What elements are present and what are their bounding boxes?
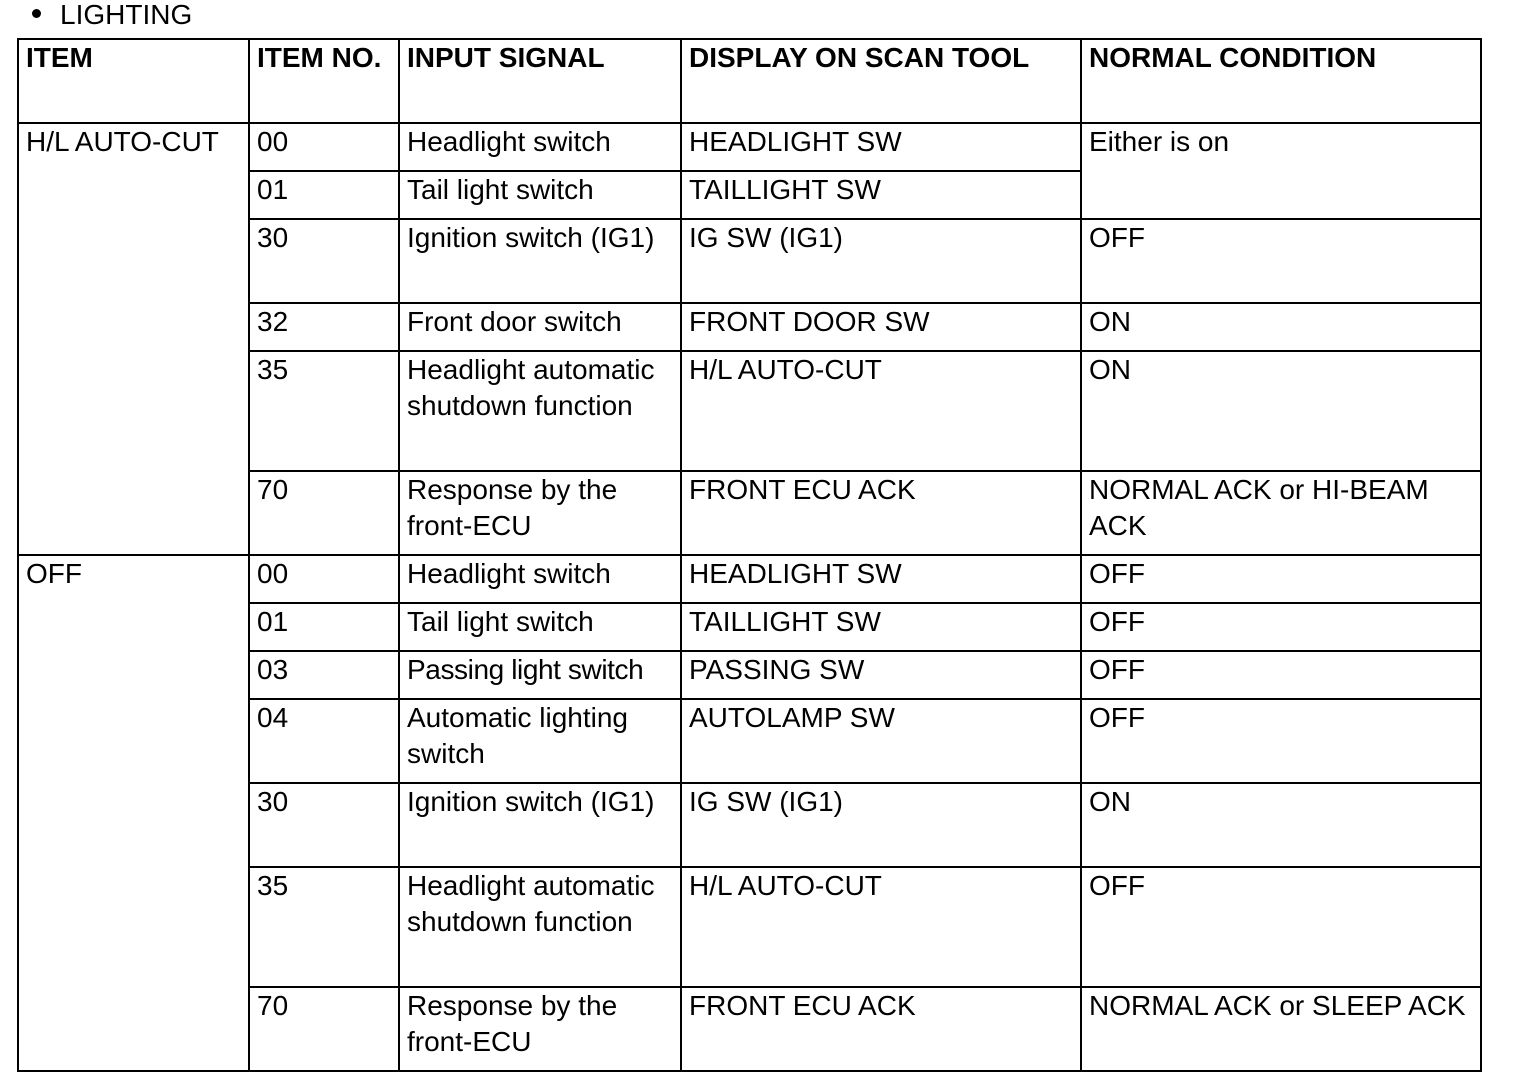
input-signal-cell: Response by the front-ECU <box>399 987 681 1071</box>
input-signal-cell: Headlight automatic shutdown function <box>399 351 681 471</box>
header-item: ITEM <box>18 39 249 123</box>
input-signal-cell: Tail light switch <box>399 171 681 219</box>
display-cell: H/L AUTO-CUT <box>681 351 1081 471</box>
header-normal-condition: NORMAL CONDITION <box>1081 39 1481 123</box>
header-input-signal: INPUT SIGNAL <box>399 39 681 123</box>
normal-condition-cell: OFF <box>1081 555 1481 603</box>
section-heading <box>32 0 192 32</box>
item-no-cell: 35 <box>249 351 399 471</box>
normal-condition-cell: NORMAL ACK or SLEEP ACK <box>1081 987 1481 1071</box>
normal-condition-cell: Either is on <box>1081 123 1481 219</box>
normal-condition-cell: OFF <box>1081 651 1481 699</box>
group-item-cell: H/L AUTO-CUT <box>18 123 249 555</box>
display-cell: IG SW (IG1) <box>681 783 1081 867</box>
normal-condition-cell: ON <box>1081 351 1481 471</box>
item-no-cell: 03 <box>249 651 399 699</box>
display-cell: TAILLIGHT SW <box>681 171 1081 219</box>
item-no-cell: 01 <box>249 171 399 219</box>
lighting-table <box>17 38 1482 1072</box>
section-heading-label: LIGHTING <box>60 0 193 30</box>
input-signal-cell: Ignition switch (IG1) <box>399 783 681 867</box>
item-no-cell: 04 <box>249 699 399 783</box>
item-no-cell: 70 <box>249 471 399 555</box>
normal-condition-cell: ON <box>1081 303 1481 351</box>
display-cell: PASSING SW <box>681 651 1081 699</box>
item-no-cell: 00 <box>249 555 399 603</box>
input-signal-cell: Automatic lighting switch <box>399 699 681 783</box>
table-header-row <box>18 39 1481 123</box>
display-cell: FRONT ECU ACK <box>681 471 1081 555</box>
item-no-cell: 01 <box>249 603 399 651</box>
input-signal-cell: Front door switch <box>399 303 681 351</box>
input-signal-cell: Response by the front-ECU <box>399 471 681 555</box>
display-cell: IG SW (IG1) <box>681 219 1081 303</box>
input-signal-cell: Headlight automatic shutdown function <box>399 867 681 987</box>
display-cell: FRONT ECU ACK <box>681 987 1081 1071</box>
item-no-cell: 00 <box>249 123 399 171</box>
input-signal-cell: Passing light switch <box>399 651 681 699</box>
normal-condition-cell: OFF <box>1081 603 1481 651</box>
input-signal-cell: Headlight switch <box>399 123 681 171</box>
display-cell: TAILLIGHT SW <box>681 603 1081 651</box>
header-display-on-scan-tool: DISPLAY ON SCAN TOOL <box>681 39 1081 123</box>
display-cell: AUTOLAMP SW <box>681 699 1081 783</box>
bullet-icon <box>32 9 41 18</box>
table-row <box>18 555 1481 603</box>
normal-condition-cell: OFF <box>1081 219 1481 303</box>
normal-condition-cell: OFF <box>1081 699 1481 783</box>
table-row <box>18 123 1481 171</box>
input-signal-cell: Tail light switch <box>399 603 681 651</box>
item-no-cell: 70 <box>249 987 399 1071</box>
input-signal-cell: Ignition switch (IG1) <box>399 219 681 303</box>
display-cell: H/L AUTO-CUT <box>681 867 1081 987</box>
item-no-cell: 35 <box>249 867 399 987</box>
normal-condition-cell: OFF <box>1081 867 1481 987</box>
header-item-no: ITEM NO. <box>249 39 399 123</box>
normal-condition-cell: ON <box>1081 783 1481 867</box>
display-cell: FRONT DOOR SW <box>681 303 1081 351</box>
item-no-cell: 30 <box>249 219 399 303</box>
input-signal-cell: Headlight switch <box>399 555 681 603</box>
item-no-cell: 32 <box>249 303 399 351</box>
group-item-cell: OFF <box>18 555 249 1071</box>
display-cell: HEADLIGHT SW <box>681 123 1081 171</box>
normal-condition-cell: NORMAL ACK or HI-BEAM ACK <box>1081 471 1481 555</box>
display-cell: HEADLIGHT SW <box>681 555 1081 603</box>
item-no-cell: 30 <box>249 783 399 867</box>
